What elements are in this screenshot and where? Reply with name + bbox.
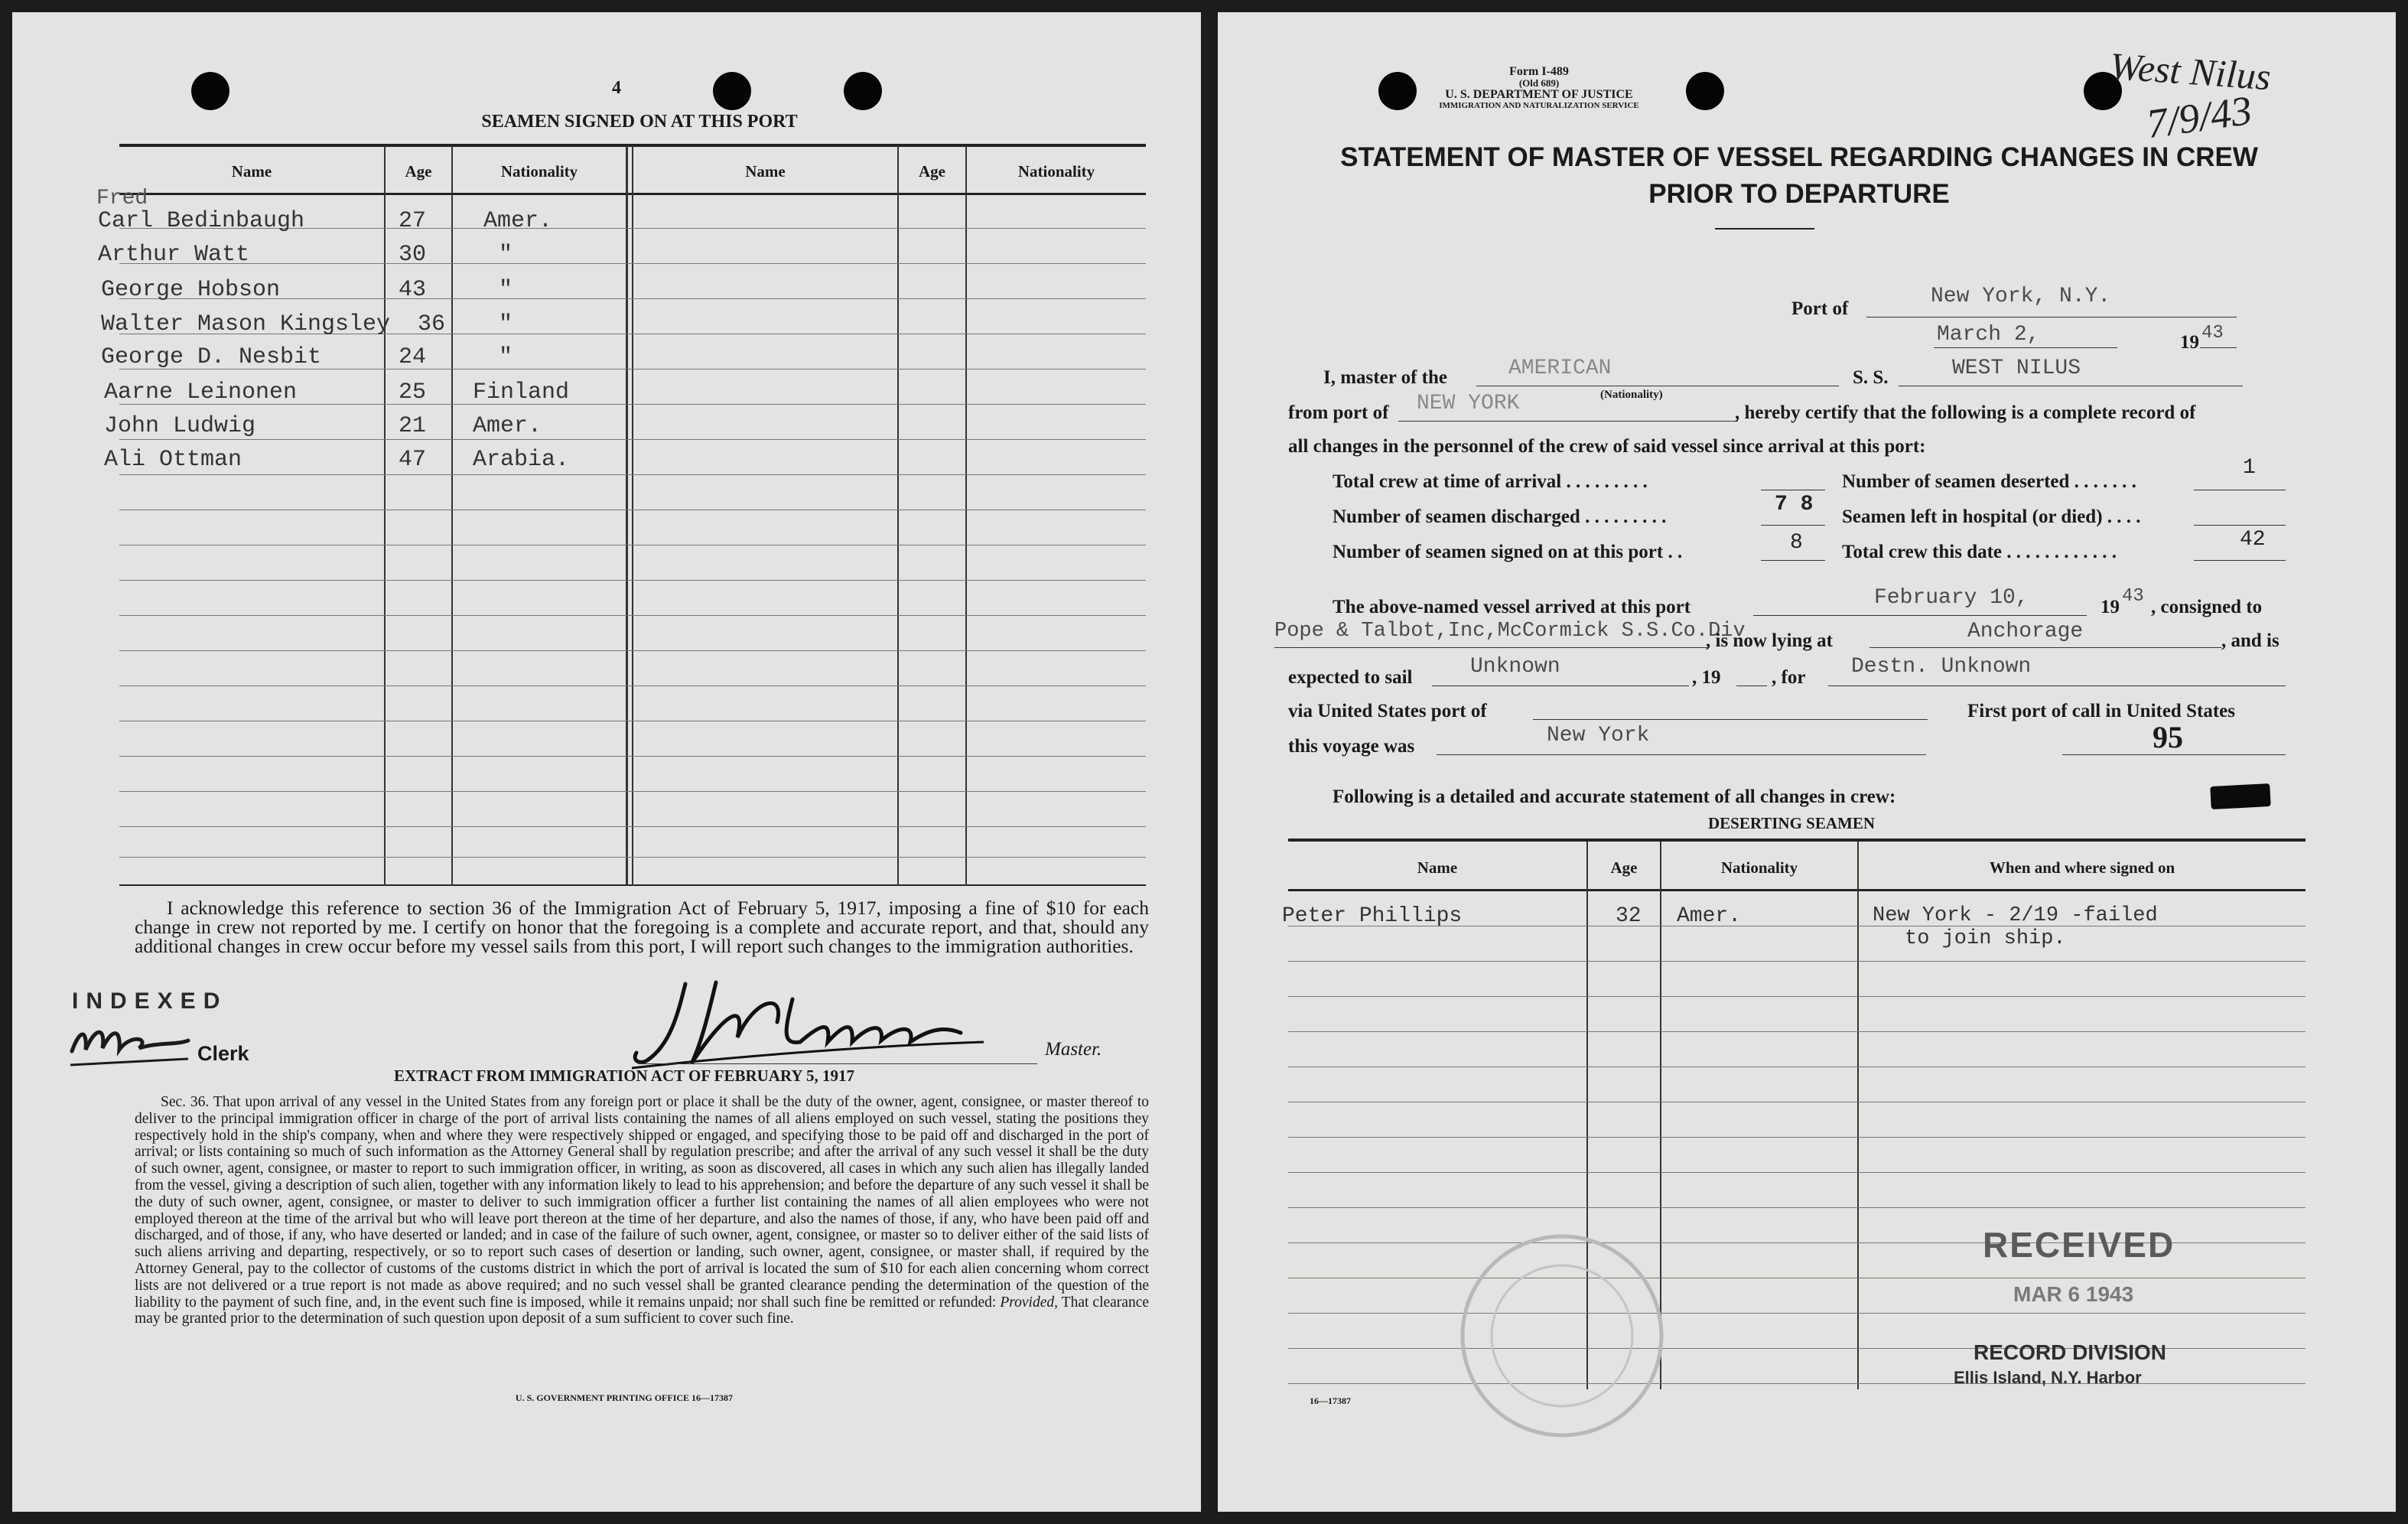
- handwritten-date-note: 7/9/43: [2143, 86, 2255, 148]
- row-rule: [119, 650, 1146, 651]
- via-label: via United States port of: [1288, 701, 1487, 721]
- lying-underline: [1869, 647, 2221, 648]
- deserted-value: 1: [2243, 456, 2256, 480]
- punch-hole: [844, 72, 882, 110]
- punch-hole: [191, 72, 229, 110]
- discharged-label: Number of seamen discharged . . . . . . . . .: [1333, 506, 1667, 527]
- col-divider: [626, 145, 628, 886]
- lying-value: Anchorage: [1967, 620, 2084, 643]
- col-divider: [632, 145, 633, 886]
- header-age: Age: [405, 162, 432, 181]
- form-header: [1386, 66, 1692, 112]
- deserter-name: Peter Phillips: [1282, 904, 1463, 928]
- ss-label: S. S.: [1853, 367, 1889, 388]
- section-body: That upon arrival of any vessel in the United States from any foreign port or place it shall be the duty of the owner, agent, consignee, or master thereof to deliver to the principal immigration officer in charge of the port of arrival lists containing the names of all aliens employed on such vessel, stating the positions they respectively hold in the ship's company, when and where they were respectively shipped or engaged, and specifying those to be paid off and discharged in the port of arrival; or lists containing so much of such information as the Attorney General shall by regulation prescribe; and after the arrival of any such vessel it shall be the duty of such owner, agent, consignee, or master to report to such immigration officer, in writing, as soon as discovered, all cases in which any such alien has illegally landed from the vessel, giving a description of such alien, together with any information likely to lead to his apprehension; and before the departure of any such vessel it shall be the duty of such owner, agent, consignee, or master to deliver to such immigration officer a further list containing the names of all alien employees who were not employed thereon at the time of the arrival but who will leave port thereon at the time of her departure, and also the names of those, if any, who have been paid off and discharged, and of those, if any, who have deserted or landed; and in case of the failure of such owner, agent, consignee, or master so to deliver either of the said lists of such aliens arriving and departing, respectively, or so to report such cases of desertion or landing, such owner, agent, consignee, or master shall, if required by the Attorney General, pay to the collector of customs of the customs district in which the port of arrival is located the sum of $10 for each alien concerning whom correct lists are not delivered or a true report is not made as above required; and no such vessel shall be granted clearance pending the determination of the question of the liability to the payment of such fine, and, in the event such fine is imposed, while it remains unpaid; nor shall such fine be remitted or refunded:: [135, 1094, 1150, 1311]
- left-page: [12, 12, 1201, 1512]
- arrived-value: February 10,: [1874, 586, 2029, 610]
- deserter-nationality: Amer.: [1677, 904, 1742, 928]
- received-stamp: RECEIVED: [1983, 1225, 2175, 1265]
- expected-value: Unknown: [1470, 655, 1560, 679]
- voyage-label: this voyage was: [1288, 736, 1415, 757]
- hospital-label: Seamen left in hospital (or died) . . . .: [1842, 506, 2141, 527]
- header-nationality-2: Nationality: [1017, 162, 1095, 181]
- total-crew-arrival-label: Total crew at time of arrival . . . . . . . . .: [1333, 471, 1648, 492]
- row-rule: [119, 756, 1146, 757]
- date-underline: [1934, 347, 2117, 348]
- printing-office-footer: U. S. GOVERNMENT PRINTING OFFICE 16—17387: [515, 1392, 734, 1403]
- ink-redaction-mark: [2210, 783, 2270, 809]
- row-rule: [1288, 996, 2305, 997]
- circular-service-stamp: [1447, 1221, 1677, 1451]
- expected-year-underline: [1736, 685, 1767, 686]
- crew-name: Aarne Leinonen: [104, 379, 298, 405]
- master-signature-line: [639, 1063, 1037, 1064]
- punch-hole: [713, 72, 751, 110]
- header-age-2: Age: [919, 162, 945, 181]
- discharged-underline: [1761, 525, 1825, 526]
- form-old-number: (Old 689): [1518, 77, 1560, 89]
- crew-age: 27: [399, 208, 427, 234]
- row-rule: [1288, 1172, 2305, 1173]
- deserting-header-rule: [1288, 889, 2305, 891]
- row-rule: [119, 791, 1146, 792]
- certify-text-2: all changes in the personnel of the crew of said vessel since arrival at this port:: [1288, 436, 1926, 457]
- header-name: Name: [231, 162, 272, 181]
- row-rule: [119, 826, 1146, 827]
- row-rule: [119, 615, 1146, 616]
- row-rule: [119, 439, 1146, 440]
- voyage-value: New York: [1547, 724, 1650, 747]
- crew-nationality: Finland: [473, 379, 570, 405]
- for-value: Destn. Unknown: [1851, 655, 2032, 679]
- crew-name: Arthur Watt: [98, 242, 250, 268]
- port-label: Port of: [1791, 298, 1849, 319]
- provided-text: That clearance may be granted prior to the determination of such question upon deposit of a sum sufficient to cover such fine.: [135, 1294, 1150, 1327]
- header-name-2: Name: [745, 162, 786, 181]
- for-label: , for: [1772, 667, 1806, 688]
- deserted-label: Number of seamen deserted . . . . . . .: [1842, 471, 2136, 492]
- deserting-table-top-rule: [1288, 839, 2305, 842]
- crew-age: 47: [399, 447, 427, 473]
- crew-nationality: Amer.: [473, 413, 542, 439]
- crew-name: Walter Mason Kingsley: [101, 311, 391, 337]
- via-underline: [1533, 719, 1928, 720]
- certify-text: , hereby certify that the following is a complete record of: [1735, 402, 2196, 423]
- crew-name: Carl Bedinbaugh: [98, 208, 305, 234]
- title-rule: [1715, 228, 1814, 230]
- arrived-year-prefix: 19: [2100, 597, 2120, 617]
- signed-on-value: 8: [1790, 531, 1803, 555]
- arrived-year: 43: [2122, 586, 2144, 607]
- total-date-underline: [2194, 560, 2286, 561]
- port-underline: [1866, 317, 2237, 318]
- provided-label: Provided,: [1000, 1294, 1058, 1311]
- and-is-label: , and is: [2221, 630, 2279, 651]
- expected-label: expected to sail: [1288, 667, 1413, 688]
- handwritten-ship-note: West Nilus: [2108, 44, 2273, 99]
- from-port-label: from port of: [1288, 402, 1389, 423]
- arrived-underline: [1753, 615, 2087, 616]
- first-port-label: First port of call in United States: [1967, 701, 2235, 721]
- crew-age: 36: [418, 311, 446, 337]
- crew-nationality: Arabia.: [473, 447, 570, 473]
- extract-title: EXTRACT FROM IMMIGRATION ACT OF FEBRUARY 5, 1917: [393, 1066, 855, 1085]
- deserter-age: 32: [1616, 904, 1642, 928]
- row-rule: [119, 580, 1146, 581]
- section-label: Sec. 36.: [161, 1094, 210, 1110]
- expected-year-label: , 19: [1692, 667, 1721, 688]
- col-divider: [451, 145, 453, 886]
- deserting-header-age: Age: [1610, 858, 1638, 877]
- acknowledgment-text: I acknowledge this reference to section 36 of the Immigration Act of February 5, 1917, imposing a fine of $10 for each change in crew not reported by me. I certify on honor that the foregoing is a complete and accurate report, and that, should any additional changes in crew occur before my vessel sails from this port, I will report such changes to the immigration authorities.: [135, 897, 1149, 957]
- form-title-line1: STATEMENT OF MASTER OF VESSEL REGARDING CHANGES IN CREW: [1340, 142, 2258, 172]
- deserting-header-name: Name: [1417, 858, 1458, 877]
- deserting-col-divider: [1857, 842, 1859, 1389]
- crew-name: Ali Ottman: [104, 447, 242, 473]
- total-date-label: Total crew this date . . . . . . . . . . . .: [1842, 542, 2117, 562]
- signed-on-label: Number of seamen signed on at this port . .: [1333, 542, 1683, 562]
- crew-age: 25: [399, 379, 427, 405]
- deserter-signed-on: New York - 2/19 -failed: [1873, 904, 2158, 927]
- from-port-value: NEW YORK: [1417, 392, 1520, 415]
- deserting-title: DESERTING SEAMEN: [1707, 814, 1876, 832]
- master-of-the-label: I, master of the: [1323, 367, 1447, 388]
- total-date-value: 42: [2240, 528, 2266, 552]
- crew-age: 24: [399, 344, 427, 370]
- date-value: March 2,: [1937, 323, 2040, 347]
- row-rule: [1288, 1137, 2305, 1138]
- lying-label: , is now lying at: [1706, 630, 1834, 651]
- hospital-underline: [2194, 525, 2286, 526]
- crew-nationality: ": [499, 311, 513, 337]
- year-prefix: 19: [2180, 332, 2199, 353]
- crew-age: 21: [399, 413, 427, 439]
- section-36-text: [135, 1094, 1149, 1327]
- row-rule: [1288, 1031, 2305, 1032]
- discharged-value: 7 8: [1775, 493, 1814, 516]
- table-title: SEAMEN SIGNED ON AT THIS PORT: [481, 112, 798, 132]
- service-name: IMMIGRATION AND NATURALIZATION SERVICE: [1439, 101, 1639, 110]
- row-rule: [119, 474, 1146, 475]
- for-underline: [1828, 685, 2286, 686]
- nationality-value: AMERICAN: [1508, 357, 1612, 380]
- master-label: Master.: [1045, 1039, 1102, 1060]
- expected-underline: [1432, 685, 1689, 686]
- deserter-signed-on-2: to join ship.: [1905, 927, 2066, 950]
- arrived-label: The above-named vessel arrived at this port: [1333, 597, 1691, 617]
- crew-nationality: ": [499, 277, 513, 303]
- year-value: 43: [2201, 323, 2224, 344]
- following-label: Following is a detailed and accurate statement of all changes in crew:: [1333, 786, 1896, 807]
- form-footer: 16—17387: [1310, 1395, 1351, 1406]
- received-date: MAR 6 1943: [2013, 1282, 2134, 1306]
- crew-age: 43: [399, 277, 427, 303]
- voyage-underline: [1437, 754, 1926, 755]
- crew-name: John Ludwig: [104, 413, 256, 439]
- deserting-header-nationality: Nationality: [1720, 858, 1798, 877]
- crew-nationality: ": [499, 242, 513, 268]
- row-rule: [1288, 961, 2305, 962]
- record-division: RECORD DIVISION: [1974, 1340, 2167, 1364]
- year-underline: [2200, 347, 2237, 348]
- nationality-caption: (Nationality): [1600, 389, 1663, 401]
- port-value: New York, N.Y.: [1931, 285, 2111, 308]
- form-number: Form I-489: [1509, 65, 1569, 78]
- col-divider: [384, 145, 386, 886]
- clerk-label: Clerk: [197, 1042, 249, 1065]
- crew-nationality: ": [499, 344, 513, 370]
- row-rule: [1288, 1066, 2305, 1067]
- master-signature: [601, 969, 1060, 1076]
- col-divider: [965, 145, 967, 886]
- row-rule: [119, 685, 1146, 686]
- col-divider: [897, 145, 899, 886]
- from-port-underline: [1398, 421, 1738, 422]
- row-rule: [1288, 1313, 2305, 1314]
- ship-name: WEST NILUS: [1952, 357, 2081, 380]
- right-page: [1218, 12, 2396, 1512]
- page-number: 4: [612, 78, 621, 98]
- deserting-header-signed-on: When and where signed on: [1989, 858, 2175, 877]
- name-annotation: Fred: [96, 187, 148, 210]
- crew-name: George Hobson: [101, 277, 281, 303]
- row-rule: [119, 263, 1146, 264]
- crew-age: 30: [399, 242, 427, 268]
- department-name: U. S. DEPARTMENT OF JUSTICE: [1445, 88, 1633, 101]
- consigned-label: , consigned to: [2151, 597, 2263, 617]
- row-rule: [1288, 1207, 2305, 1208]
- row-rule: [1288, 1383, 2305, 1384]
- crew-name: George D. Nesbit: [101, 344, 322, 370]
- record-location: Ellis Island, N.Y. Harbor: [1954, 1368, 2142, 1387]
- consignee-value: Pope & Talbot,Inc,McCormick S.S.Co.Div: [1274, 620, 1746, 643]
- indexed-stamp: INDEXED: [72, 988, 228, 1014]
- first-port-number: 95: [2153, 720, 2183, 754]
- crew-nationality: Amer.: [483, 208, 553, 234]
- consignee-underline: [1274, 647, 1709, 648]
- signed-on-underline: [1761, 560, 1825, 561]
- form-title-line2: PRIOR TO DEPARTURE: [1648, 179, 1950, 209]
- row-rule: [119, 857, 1146, 858]
- clerk-initials-signature: [66, 1014, 196, 1076]
- header-nationality: Nationality: [500, 162, 578, 181]
